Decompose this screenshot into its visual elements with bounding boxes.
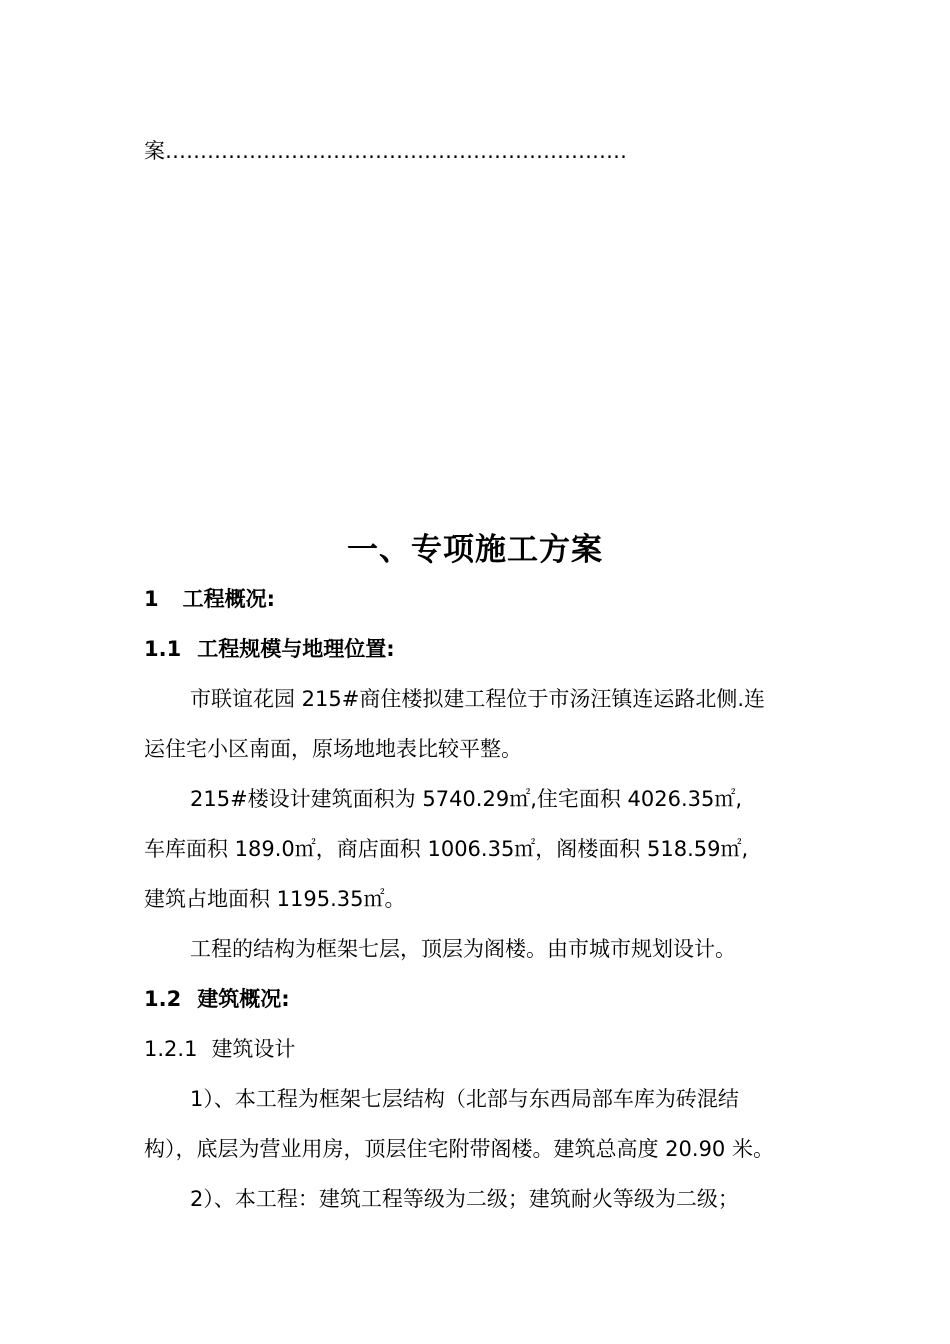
section-number: 1.2.1 (144, 1037, 198, 1061)
page-title: 一、专项施工方案 (347, 532, 603, 568)
toc-entry-tail: 案………………………………………………………… (144, 139, 627, 163)
paragraph-line: 市联谊花园 215#商住楼拟建工程位于市汤汪镇连运路北侧.连 (190, 687, 766, 711)
paragraph-line: 构），底层为营业用房，顶层住宅附带阁楼。建筑总高度 20.90 米。 (144, 1137, 774, 1161)
section-title: 工程规模与地理位置: (197, 637, 395, 661)
section-heading-1-2 (144, 984, 290, 1014)
paragraph-line: 215#楼设计建筑面积为 5740.29㎡,住宅面积 4026.35㎡, (190, 787, 743, 811)
paragraph-line: 车库面积 189.0㎡，商店面积 1006.35㎡，阁楼面积 518.59㎡, (144, 837, 749, 861)
section-heading-1-1 (144, 634, 395, 664)
section-title: 建筑设计 (211, 1037, 296, 1061)
paragraph-line: 2）、本工程：建筑工程等级为二级；建筑耐火等级为二级； (190, 1187, 739, 1211)
section-number: 1.1 (144, 637, 182, 661)
section-title: 建筑概况: (197, 987, 290, 1011)
subsection-heading-1-2-1 (144, 1034, 295, 1064)
paragraph-line: 工程的结构为框架七层，顶层为阁楼。由市城市规划设计。 (190, 937, 736, 961)
section-heading-1 (144, 584, 275, 614)
paragraph-line: 1）、本工程为框架七层结构（北部与东西局部车库为砖混结 (190, 1087, 739, 1111)
section-title: 工程概况: (182, 587, 276, 611)
paragraph-line: 建筑占地面积 1195.35㎡。 (144, 887, 406, 911)
section-number: 1.2 (144, 987, 182, 1011)
section-number: 1 (144, 587, 159, 611)
paragraph-line: 运住宅小区南面，原场地地表比较平整。 (144, 737, 522, 761)
